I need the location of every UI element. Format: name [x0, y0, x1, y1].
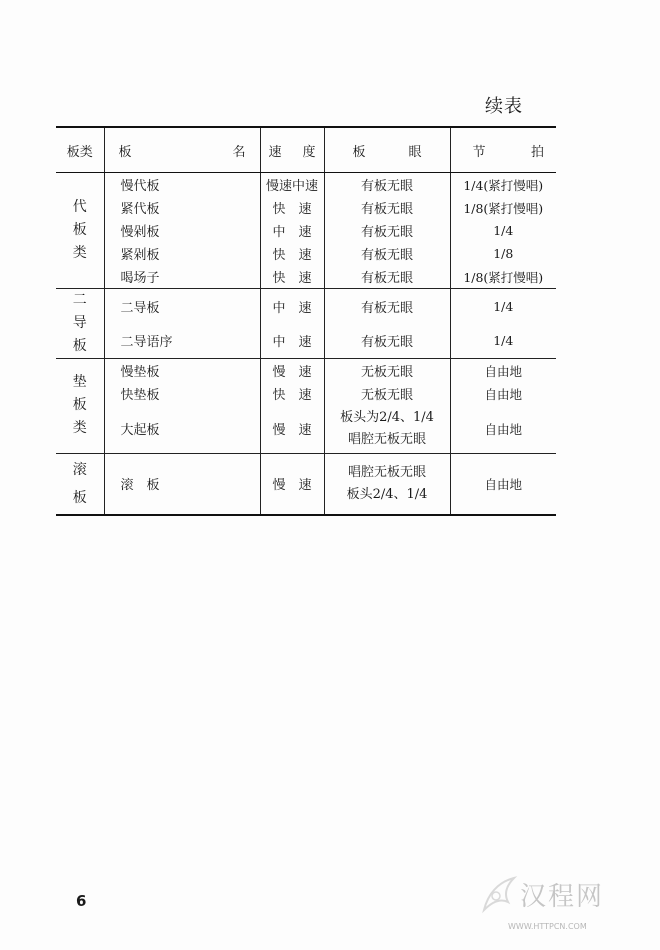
eye-cell: 有板无眼	[324, 173, 450, 197]
table-row	[56, 242, 556, 265]
table-row	[56, 265, 556, 289]
category-char: 板	[72, 222, 87, 238]
speed-cell: 慢 速	[260, 453, 324, 515]
eye-cell	[324, 453, 450, 515]
speed-cell: 快 速	[260, 382, 324, 405]
beat-cell: 1/4	[493, 223, 514, 238]
eye-line: 唱腔无板无眼	[347, 431, 426, 447]
board-name-cell: 二导板	[104, 289, 260, 324]
table-row	[56, 196, 556, 219]
header-beat	[450, 127, 556, 173]
board-name-cell: 大起板	[104, 405, 260, 453]
category-char: 二	[72, 292, 87, 308]
eye-cell: 有板无眼	[324, 196, 450, 219]
header-eye-a: 板	[352, 144, 366, 160]
category-char: 类	[72, 420, 87, 437]
eye-cell: 有板无眼	[324, 324, 450, 359]
category-cell	[56, 453, 104, 515]
category-char: 垫	[72, 374, 87, 391]
category-cell	[56, 289, 104, 359]
board-name-cell: 紧代板	[104, 196, 260, 219]
table-header-row	[56, 127, 556, 173]
eye-line: 板头2/4、1/4	[346, 486, 428, 502]
header-name	[104, 127, 260, 173]
category-char: 板	[72, 338, 87, 354]
page-number: 6	[76, 892, 87, 910]
speed-cell: 快 速	[260, 242, 324, 265]
beat-cell: 1/4(紧打慢唱)	[463, 177, 544, 193]
beat-cell: 自由地	[484, 386, 522, 402]
eye-cell: 有板无眼	[324, 289, 450, 324]
speed-cell: 中 速	[260, 219, 324, 242]
table-row	[56, 289, 556, 324]
header-eye	[324, 127, 450, 173]
header-beat-a: 节	[472, 144, 486, 160]
category-char: 板	[72, 397, 87, 414]
speed-cell: 快 速	[260, 265, 324, 289]
beat-cell: 1/8(紧打慢唱)	[463, 200, 544, 216]
eye-cell: 有板无眼	[324, 265, 450, 289]
watermark-text: 汉程网	[520, 882, 605, 912]
category-char: 类	[72, 245, 87, 261]
board-name-cell: 喝场子	[104, 265, 260, 289]
watermark-logo-icon	[478, 872, 520, 916]
speed-cell: 慢 速	[260, 359, 324, 383]
category-char: 板	[72, 489, 87, 506]
table-row	[56, 173, 556, 197]
header-beat-b: 拍	[530, 144, 544, 160]
table-row	[56, 382, 556, 405]
beat-cell: 1/8	[493, 246, 514, 261]
table-row	[56, 219, 556, 242]
board-name-cell: 慢代板	[104, 173, 260, 197]
board-name-cell: 慢剁板	[104, 219, 260, 242]
speed-cell: 快 速	[260, 196, 324, 219]
watermark-url: WWW.HTTPCN.COM	[508, 922, 587, 931]
beat-cell: 1/4	[493, 298, 514, 314]
beat-cell: 自由地	[450, 453, 556, 515]
table-row	[56, 405, 556, 453]
eye-cell	[324, 405, 450, 453]
table-row	[56, 359, 556, 383]
table-caption: 续表	[485, 96, 523, 117]
header-name-a: 板	[118, 144, 132, 160]
speed-cell: 慢速中速	[260, 173, 324, 197]
speed-cell: 慢 速	[260, 405, 324, 453]
opera-tempo-table	[56, 126, 556, 516]
board-name-cell: 快垫板	[104, 382, 260, 405]
header-eye-b: 眼	[408, 144, 422, 160]
header-category: 板类	[56, 127, 104, 173]
beat-cell: 1/4	[450, 324, 556, 359]
eye-cell: 有板无眼	[324, 219, 450, 242]
speed-cell: 中 速	[260, 324, 324, 359]
eye-cell: 无板无眼	[324, 359, 450, 383]
beat-cell: 自由地	[484, 363, 522, 379]
header-speed	[260, 127, 324, 173]
eye-cell: 无板无眼	[324, 382, 450, 405]
category-char: 滚	[72, 461, 87, 478]
board-name-cell: 紧剁板	[104, 242, 260, 265]
header-name-b: 名	[232, 144, 246, 160]
header-speed-a: 速	[268, 144, 282, 160]
header-speed-b: 度	[302, 144, 316, 160]
eye-line: 板头为2/4、1/4	[340, 409, 434, 425]
beat-cell: 自由地	[450, 405, 556, 453]
beat-cell: 1/8(紧打慢唱)	[450, 265, 556, 289]
category-cell	[56, 359, 104, 454]
speed-cell: 中 速	[260, 289, 324, 324]
category-cell	[56, 173, 104, 289]
eye-line: 唱腔无板无眼	[347, 464, 426, 480]
eye-cell: 有板无眼	[324, 242, 450, 265]
category-char: 导	[72, 315, 87, 331]
table-row	[56, 324, 556, 359]
table-row	[56, 453, 556, 515]
category-char: 代	[72, 199, 87, 215]
board-name-cell: 滚 板	[104, 453, 260, 515]
board-name-cell: 慢垫板	[104, 359, 260, 383]
board-name-cell: 二导语序	[104, 324, 260, 359]
